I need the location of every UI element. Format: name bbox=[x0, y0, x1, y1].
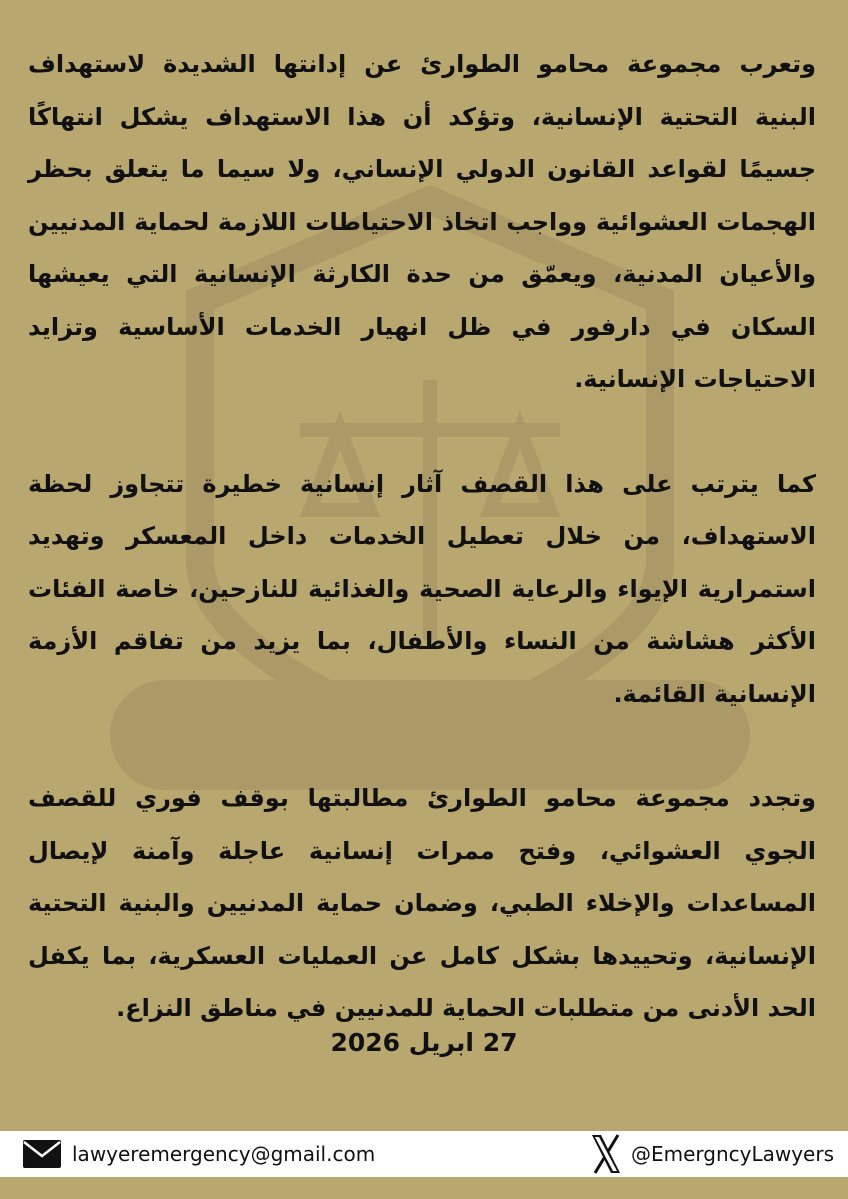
statement-date: 27 ابريل 2026 bbox=[330, 1028, 518, 1057]
email-address[interactable]: lawyeremergency@gmail.com bbox=[72, 1142, 376, 1166]
mail-icon bbox=[22, 1139, 62, 1169]
x-logo-icon bbox=[589, 1133, 623, 1175]
social-handle[interactable]: @EmergncyLawyers bbox=[630, 1142, 834, 1166]
paragraph-1: وتعرب مجموعة محامو الطوارئ عن إدانتها الشديدة لاستهداف البنية التحتية الإنسانية، وتؤكد أن هذا الاستهداف يشكل انتهاكًا جسيمًا لقواعد القانون الدولي الإنساني، ولا سيما ما يتعلق بحظر الهجمات العشوائية وواجب اتخاذ الاحتياطات اللازمة لحماية المدنيين والأعيان المدنية، ويعمّق من حدة الكارثة الإنسانية التي يعيشها السكان في دارفور في ظل انهيار الخدمات الأساسية وتزايد الاحتياجات الإنسانية. bbox=[28, 50, 816, 393]
statement-body bbox=[28, 38, 816, 1087]
contact-footer bbox=[0, 1131, 848, 1177]
bottom-band bbox=[0, 1177, 848, 1199]
email-contact[interactable] bbox=[0, 1139, 375, 1169]
paragraph-3: وتجدد مجموعة محامو الطوارئ مطالبتها بوقف فوري للقصف الجوي العشوائي، وفتح ممرات إنسانية عاجلة وآمنة لإيصال المساعدات والإخلاء الطبي، وضمان حماية المدنيين والبنية التحتية الإنسانية، وتحييدها بشكل كامل عن العمليات العسكرية، بما يكفل الحد الأدنى من متطلبات الحماية للمدنيين في مناطق النزاع. bbox=[28, 784, 816, 1022]
paragraph-2: كما يترتب على هذا القصف آثار إنسانية خطيرة تتجاوز لحظة الاستهداف، من خلال تعطيل الخدمات داخل المعسكر وتهديد استمرارية الإيواء والرعاية الصحية والغذائية للنازحين، خاصة الفئات الأكثر هشاشة من النساء والأطفال، بما يزيد من تفاقم الأزمة الإنسانية القائمة. bbox=[28, 469, 816, 708]
social-contact[interactable] bbox=[589, 1133, 848, 1175]
